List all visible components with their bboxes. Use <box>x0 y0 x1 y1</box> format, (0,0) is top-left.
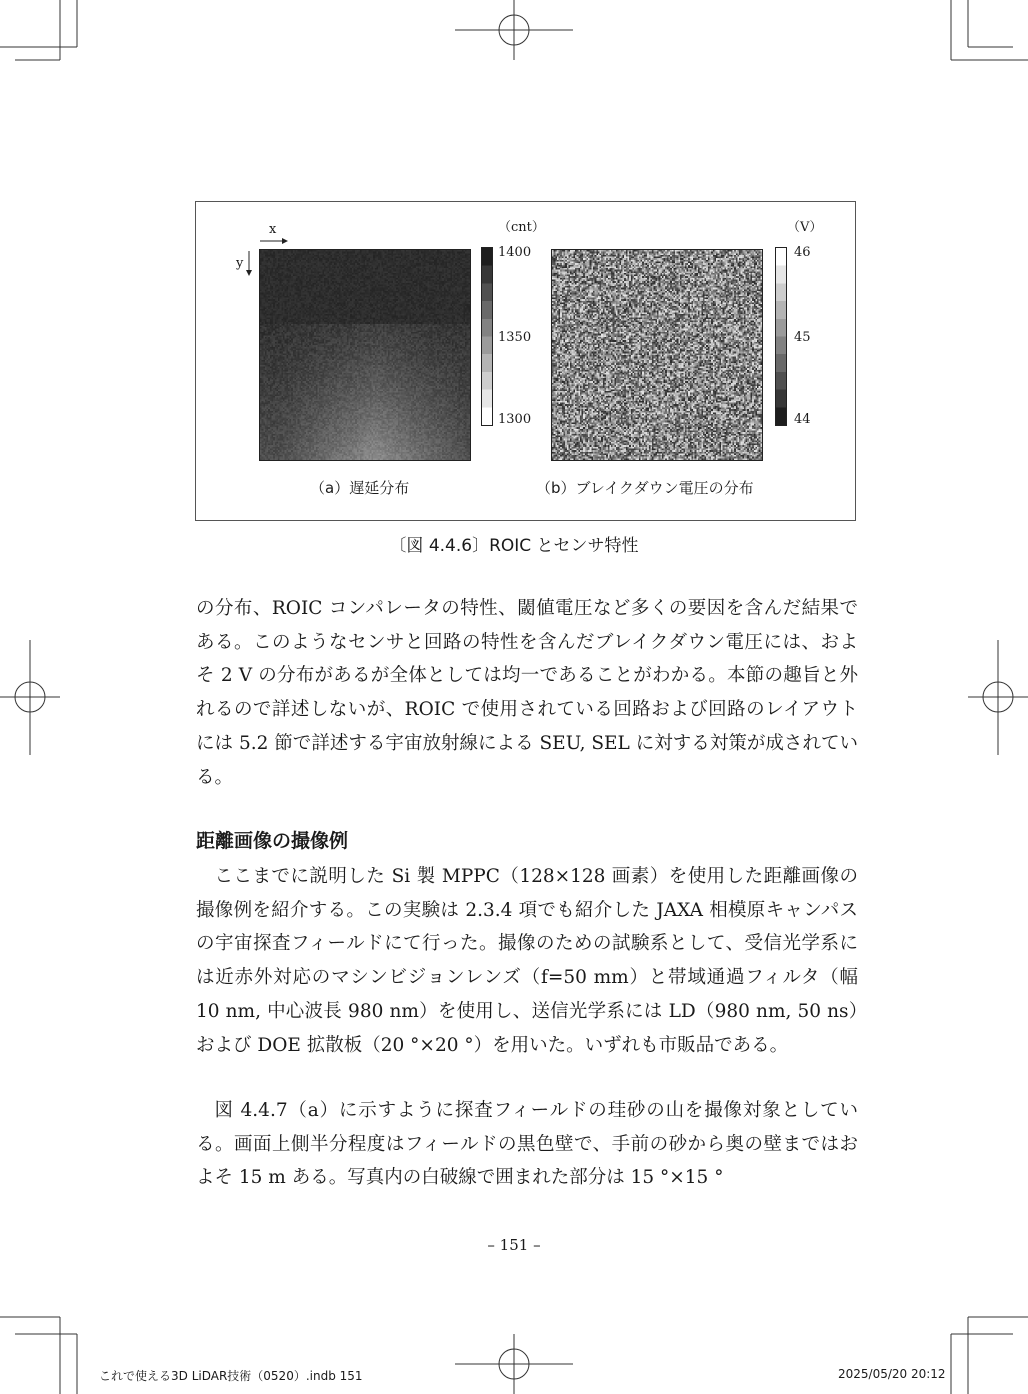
breakdown-voltage-heatmap <box>551 249 763 461</box>
section-heading: 距離画像の撮像例 <box>196 830 349 852</box>
axis-x-label: x <box>269 222 277 237</box>
colorbar-b-unit: （V） <box>787 220 823 235</box>
colorbar-b-tick-mid: 45 <box>794 330 811 345</box>
panel-a-label: （a）遅延分布 <box>310 479 410 497</box>
figure-caption: 〔図 4.4.6〕ROIC とセンサ特性 <box>389 536 639 556</box>
colorbar-a-tick-top: 1400 <box>498 245 532 260</box>
paragraph-3: 図 4.4.7（a）に示すように探査フィールドの珪砂の山を撮像対象としている。画面上側半分程度はフィールドの黒色壁で、手前の砂から奥の壁まではおよそ 15 m ある。写真内の白破線で囲まれた部分は 15 °×15 ° <box>196 1100 858 1189</box>
colorbar-a-unit: （cnt） <box>498 220 545 235</box>
footer-timestamp: 2025/05/20 20:12 <box>838 1367 946 1381</box>
colorbar-a <box>481 247 493 426</box>
delay-distribution-heatmap <box>259 249 471 461</box>
colorbar-b-tick-bottom: 44 <box>794 412 811 427</box>
colorbar-b <box>775 247 787 426</box>
colorbar-b-tick-top: 46 <box>794 245 811 260</box>
page-number: – 151 – <box>487 1236 541 1254</box>
paragraph-2: ここまでに説明した Si 製 MPPC（128×128 画素）を使用した距離画像の撮像例を紹介する。この実験は 2.3.4 項でも紹介した JAXA 相模原キャンパスの宇宙探査フィールドにて行った。撮像のための試験系として、受信光学系には近赤外対応のマシンビジョンレンズ（f=50 mm）と帯域通過フィルタ（幅 10 nm, 中心波長 980 nm）を使用し、送信光学系には LD（980 nm, 50 ns）および DOE 拡散板（20 °×20 °）を用いた。いずれも市販品である。 <box>196 866 858 1056</box>
colorbar-a-tick-mid: 1350 <box>498 330 532 345</box>
panel-b-label: （b）ブレイクダウン電圧の分布 <box>536 479 754 497</box>
colorbar-a-tick-bottom: 1300 <box>498 412 532 427</box>
paragraph-1: の分布、ROIC コンパレータの特性、閾値電圧など多くの要因を含んだ結果である。このようなセンサと回路の特性を含んだブレイクダウン電圧には、およそ 2 V の分布があるが全体としては均一であることがわかる。本節の趣旨と外れるので詳述しないが、ROIC で使用されている回路および回路のレイアウトには 5.2 節で詳述する宇宙放射線による SEU, SEL に対する対策が成されている。 <box>196 598 858 788</box>
footer-file-info: これで使える3D LiDAR技術（0520）.indb 151 <box>99 1369 363 1383</box>
axis-y-label: y <box>236 256 244 271</box>
